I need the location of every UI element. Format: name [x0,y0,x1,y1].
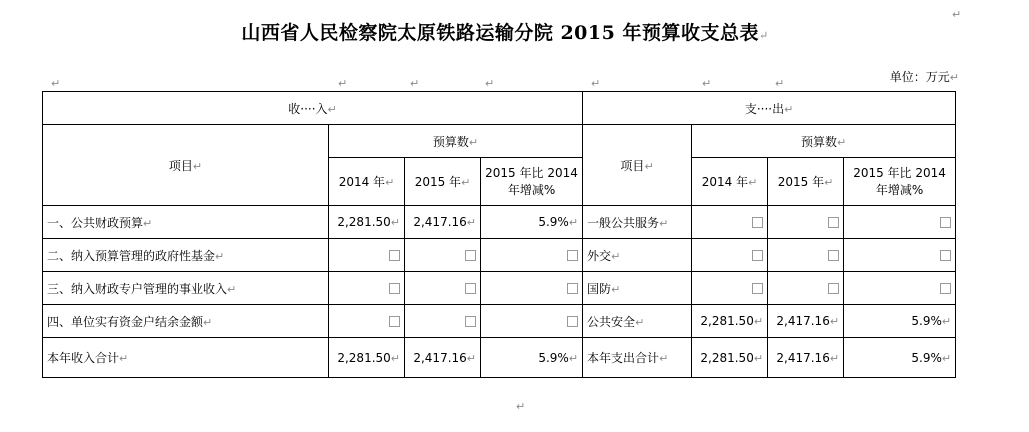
item-header-text: 项目 [620,158,645,173]
expense-item-cell [583,272,692,305]
expense-2014-cell [692,272,768,305]
paragraph-mark-icon: ↵ [829,315,840,328]
income-2014-total-cell [329,338,405,378]
income-item-header [43,125,329,206]
paragraph-mark-icon: ↵ [468,135,479,149]
empty-cell-marker-icon [940,217,951,228]
expense-2015-cell [768,206,844,239]
expense-2014-total: 2,281.50 [700,350,754,365]
expense-item-text: 公共安全 [587,314,636,329]
income-change-total-cell [481,338,583,378]
expense-section-header [583,92,956,125]
paragraph-mark-icon: ↵ [644,159,654,173]
paragraph-mark-icon: ↵ [836,135,847,149]
paragraph-mark-icon: ↵ [485,77,495,90]
expense-2014-cell [692,206,768,239]
paragraph-mark-icon: ↵ [659,352,669,365]
income-section-header [43,92,583,125]
paragraph-mark-icon: ↵ [327,102,337,116]
income-item-text: 一、公共财政预算 [47,215,144,230]
paragraph-mark-icon: ↵ [824,176,834,189]
paragraph-mark-icon: ↵ [611,282,621,296]
budget-table [42,91,956,378]
expense-2015-total: 2,417.16 [776,350,830,365]
expense-2015-cell [768,239,844,272]
paragraph-mark-icon: ↵ [227,282,237,296]
empty-cell-marker-icon [567,316,578,327]
income-total-cell [43,338,329,378]
income-change-cell [481,206,583,239]
paragraph-mark-icon: ↵ [410,77,420,90]
expense-2014-cell [692,305,768,338]
paragraph-mark-icon: ↵ [702,77,712,90]
page-title [0,18,1010,45]
expense-item-header [583,125,692,206]
expense-2015-cell [768,272,844,305]
paragraph-mark-icon: ↵ [568,351,579,365]
paragraph-mark-icon: ↵ [51,77,61,90]
paragraph-mark-icon: ↵ [829,351,840,365]
expense-header-text: 支····出 [744,101,785,116]
paragraph-mark-icon: ↵ [466,216,476,229]
empty-cell-marker-icon [752,250,763,261]
income-item-cell [43,305,329,338]
paragraph-mark-icon: ↵ [390,351,400,365]
income-2014-value: 2,281.50 [337,215,391,229]
expense-total-text: 本年支出合计 [587,351,660,365]
expense-change-cell [844,305,956,338]
income-item-cell [43,206,329,239]
empty-cell-marker-icon [828,250,839,261]
table-row [43,239,956,272]
expense-change-total-cell [844,338,956,378]
income-change-total: 5.9% [538,350,569,365]
income-item-text: 二、纳入预算管理的政府性基金 [47,248,216,263]
income-2014-cell [329,305,405,338]
empty-cell-marker-icon [828,283,839,294]
empty-cell-marker-icon [567,283,578,294]
paragraph-mark-icon: ↵ [338,77,348,90]
paragraph-mark-icon: ↵ [390,216,400,229]
expense-2014-value: 2,281.50 [700,314,754,328]
expense-change-header [844,158,956,206]
paragraph-mark-icon: ↵ [192,159,203,173]
income-change-cell [481,272,583,305]
empty-cell-marker-icon [465,316,476,327]
unit-text: 单位：万元 [889,70,950,84]
empty-cell-marker-icon [828,217,839,228]
empty-cell-marker-icon [389,283,400,294]
income-header-text: 收····入 [288,101,328,116]
income-2014-cell [329,206,405,239]
paragraph-mark-icon: ↵ [568,216,579,229]
expense-2014-total-cell [692,338,768,378]
budget-header-text: 预算数 [800,134,837,149]
title-text: 山西省人民检察院太原铁路运输分院 2015 年预算收支总表 [241,22,759,44]
income-item-cell [43,239,329,272]
expense-year-2014-header [692,158,768,206]
expense-change-cell [844,206,956,239]
paragraph-mark-icon: ↵ [635,315,645,329]
paragraph-mark-icon: ↵ [203,315,213,329]
income-change-value: 5.9% [538,215,569,229]
paragraph-mark-icon: ↵ [215,249,225,263]
section-header-row [43,92,956,125]
income-change-cell [481,239,583,272]
expense-item-cell [583,305,692,338]
year-2014-text: 2014 年 [338,175,386,189]
paragraph-mark-icon: ↵ [952,8,962,21]
item-header-text: 项目 [168,158,193,173]
change-header-text: 2015 年比 2014 年增减% [485,165,578,197]
expense-item-cell [583,206,692,239]
paragraph-mark-icon: ↵ [611,249,621,263]
expense-item-cell [583,239,692,272]
empty-cell-marker-icon [752,217,763,228]
income-2015-total-cell [405,338,481,378]
paragraph-mark-icon: ↵ [941,315,952,328]
income-budget-header [329,125,583,158]
income-change-cell [481,305,583,338]
paragraph-mark-icon: ↵ [748,176,758,189]
empty-cell-marker-icon [389,250,400,261]
budget-header-row [43,125,956,158]
income-2015-total: 2,417.16 [413,350,467,365]
paragraph-mark-icon: ↵ [385,176,395,189]
income-2014-cell [329,239,405,272]
income-item-cell [43,272,329,305]
empty-cell-marker-icon [389,316,400,327]
expense-change-total: 5.9% [911,350,942,365]
expense-2015-value: 2,417.16 [776,314,830,328]
year-2015-text: 2015 年 [777,175,825,189]
income-2014-total: 2,281.50 [337,350,391,365]
paragraph-mark-icon: ↵ [784,102,794,116]
change-header-text: 2015 年比 2014 年增减% [853,165,946,197]
paragraph-mark-icon: ↵ [775,77,785,90]
unit-label [890,68,959,85]
income-year-2014-header [329,158,405,206]
expense-2015-total-cell [768,338,844,378]
expense-item-text: 一般公共服务 [587,215,660,230]
paragraph-mark-icon: ↵ [143,216,153,230]
expense-item-text: 国防 [587,281,612,296]
paragraph-mark-icon: ↵ [949,71,959,84]
expense-change-cell [844,272,956,305]
paragraph-mark-icon: ↵ [753,351,764,365]
paragraph-mark-icon: ↵ [461,176,471,189]
income-2015-value: 2,417.16 [413,215,467,229]
income-2015-cell [405,272,481,305]
income-item-text: 四、单位实有资金户结余金额 [47,314,204,329]
budget-header-text: 预算数 [432,134,469,149]
table-row [43,272,956,305]
income-2014-cell [329,272,405,305]
income-change-header [481,158,583,206]
income-2015-cell [405,305,481,338]
paragraph-mark-icon: ↵ [753,315,764,328]
empty-cell-marker-icon [465,283,476,294]
expense-year-2015-header [768,158,844,206]
empty-cell-marker-icon [752,283,763,294]
empty-cell-marker-icon [567,250,578,261]
empty-cell-marker-icon [940,250,951,261]
expense-total-cell [583,338,692,378]
income-year-2015-header [405,158,481,206]
table-row [43,206,956,239]
expense-item-text: 外交 [587,248,612,263]
income-item-text: 三、纳入财政专户管理的事业收入 [47,281,228,296]
paragraph-mark-icon: ↵ [516,400,526,413]
expense-change-value: 5.9% [911,314,942,328]
expense-2014-cell [692,239,768,272]
empty-cell-marker-icon [465,250,476,261]
paragraph-mark-icon: ↵ [758,29,769,42]
year-2015-text: 2015 年 [414,175,462,189]
paragraph-mark-icon: ↵ [659,216,669,230]
paragraph-mark-icon: ↵ [591,77,601,90]
paragraph-mark-icon: ↵ [941,351,952,365]
expense-budget-header [692,125,956,158]
income-2015-cell [405,206,481,239]
expense-change-cell [844,239,956,272]
table-row [43,305,956,338]
empty-cell-marker-icon [940,283,951,294]
total-row [43,338,956,378]
paragraph-mark-icon: ↵ [119,352,129,365]
income-2015-cell [405,239,481,272]
paragraph-mark-icon: ↵ [466,351,476,365]
expense-2015-cell [768,305,844,338]
year-2014-text: 2014 年 [701,175,749,189]
income-total-text: 本年收入合计 [47,351,120,365]
